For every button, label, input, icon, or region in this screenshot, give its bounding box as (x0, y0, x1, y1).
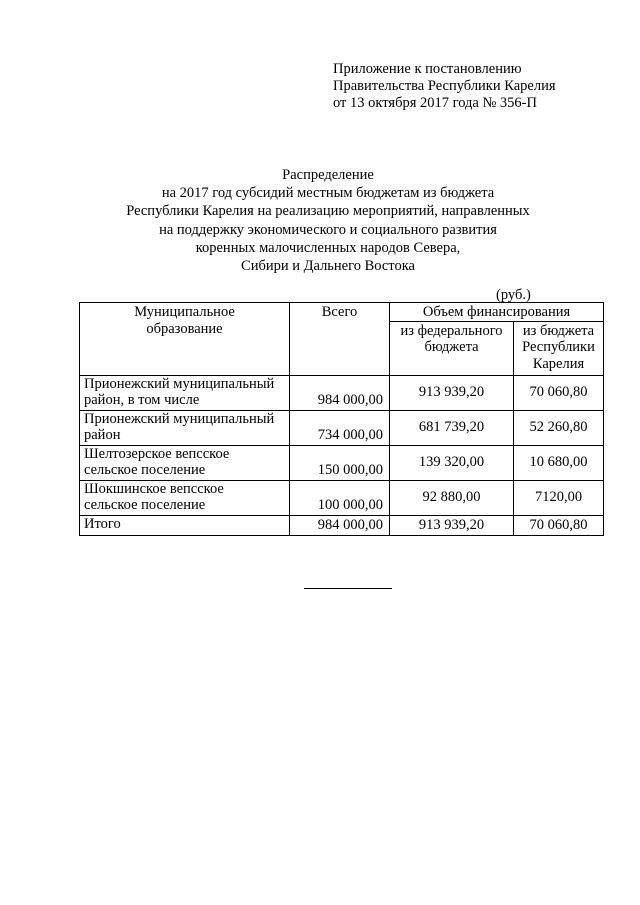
row-federal: 681 739,20 (390, 410, 514, 445)
header-municipality (80, 303, 290, 376)
header-funding (390, 303, 604, 322)
table-header-row (80, 303, 604, 322)
table-row (80, 410, 604, 445)
row-republic: 70 060,80 (514, 375, 604, 410)
table-row-total (80, 515, 604, 535)
row-total: 734 000,00 (290, 410, 390, 445)
document-title (98, 166, 558, 275)
row-name (80, 515, 290, 535)
header-federal (390, 321, 514, 375)
title-line: Сибири и Дальнего Востока (241, 257, 415, 274)
row-name-text: Прионежский муниципальный (84, 410, 275, 427)
row-name (80, 445, 290, 480)
row-name (80, 480, 290, 515)
row-federal: 92 880,00 (390, 480, 514, 515)
row-total: 984 000,00 (290, 515, 390, 535)
row-name-text: Шокшинское вепсское (84, 480, 224, 497)
appendix-line: от 13 октября 2017 года № 356-П (333, 95, 537, 111)
row-name-text: сельское поселение (84, 497, 206, 514)
row-federal: 139 320,00 (390, 445, 514, 480)
closing-divider (304, 588, 392, 589)
header-text: Муниципальное (134, 304, 235, 320)
title-line: Распределение (282, 167, 374, 183)
title-line: на поддержку экономического и социального развития (159, 221, 497, 238)
header-text: из федерального (400, 322, 503, 339)
appendix-line: Правительства Республики Карелия (333, 78, 556, 94)
table-row (80, 480, 604, 515)
row-name-text: район (84, 427, 121, 444)
title-line: на 2017 год субсидий местным бюджетам из бюджета (161, 185, 495, 202)
row-name-text: Прионежский муниципальный (84, 375, 275, 392)
row-republic: 52 260,80 (514, 410, 604, 445)
subsidy-table (79, 302, 604, 536)
header-text: Всего (321, 304, 358, 320)
table-row (80, 375, 604, 410)
row-federal: 913 939,20 (390, 515, 514, 535)
header-text: из бюджета (522, 322, 595, 339)
header-text: Республики (522, 339, 595, 356)
header-text: бюджета (424, 339, 479, 356)
row-republic: 70 060,80 (514, 515, 604, 535)
row-total: 150 000,00 (290, 445, 390, 480)
row-name (80, 375, 290, 410)
title-line: коренных малочисленных народов Севера, (195, 239, 461, 256)
title-line: Республики Карелия на реализацию мероприятий, направленных (126, 203, 530, 220)
row-name-text: район, в том числе (84, 392, 200, 409)
row-name-text: Итого (84, 515, 121, 532)
row-name (80, 410, 290, 445)
row-name-text: Шелтозерское вепсское (84, 445, 230, 462)
header-text: образование (146, 320, 223, 337)
header-total (290, 303, 390, 376)
row-republic: 10 680,00 (514, 445, 604, 480)
header-text: Объем финансирования (422, 304, 571, 320)
row-republic: 7120,00 (514, 480, 604, 515)
row-total: 100 000,00 (290, 480, 390, 515)
header-republic (514, 321, 604, 375)
appendix-heading (333, 61, 556, 112)
currency-unit: (руб.) (496, 287, 531, 303)
table-row (80, 445, 604, 480)
row-federal: 913 939,20 (390, 375, 514, 410)
header-text: Карелия (532, 355, 585, 372)
row-name-text: сельское поселение (84, 462, 206, 479)
row-total: 984 000,00 (290, 375, 390, 410)
appendix-line: Приложение к постановлению (333, 61, 522, 77)
